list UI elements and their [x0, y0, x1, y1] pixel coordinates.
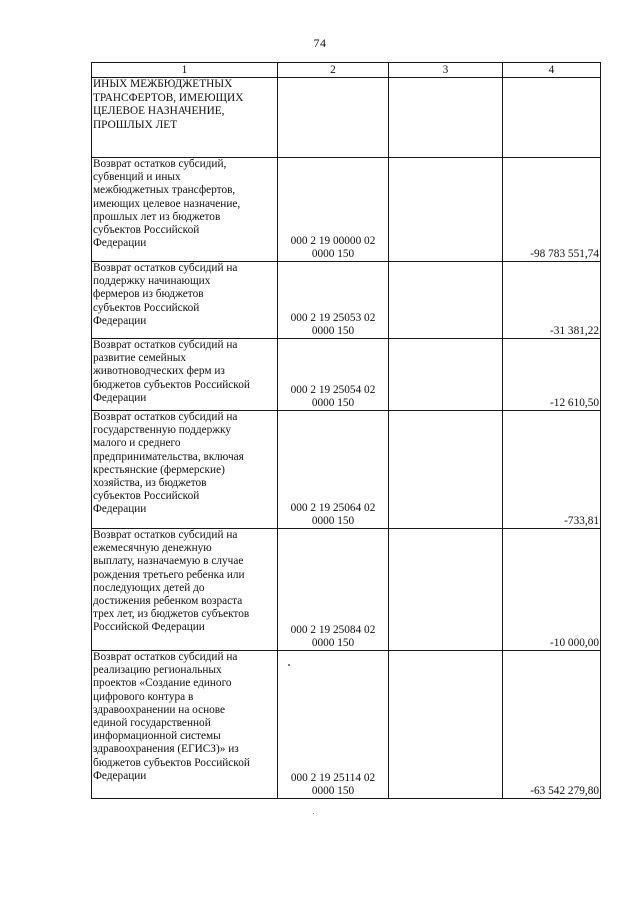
- scan-speck: [288, 664, 290, 666]
- row-amount: -733,81: [503, 411, 601, 529]
- row-col3: [389, 78, 503, 158]
- row-name: Возврат остатков субсидий на ежемесячную денежную выплату, назначаемую в случае рождения третьего ребенка или последующих детей до достижения ребенком возраста трех лет, из бюджетов субъектов Российской Федерации: [92, 529, 278, 651]
- row-code: 000 2 19 25084 02 0000 150: [278, 529, 389, 651]
- row-amount: -63 542 279,80: [503, 651, 601, 799]
- page-number: 74: [313, 36, 327, 50]
- row-amount: -98 783 551,74: [503, 158, 601, 262]
- row-code: 000 2 19 25054 02 0000 150: [278, 339, 389, 411]
- table-row: [92, 651, 601, 799]
- row-code: 000 2 19 00000 02 0000 150: [278, 158, 389, 262]
- row-name: Возврат остатков субсидий на реализацию региональных проектов «Создание единого цифрового контура в здравоохранении на основе единой государственной информационной системы здравоохранения (ЕГИСЗ)» из бюджетов субъектов Российской Федерации: [92, 651, 278, 799]
- column-header-2: 2: [278, 63, 389, 78]
- column-header-1: 1: [92, 63, 278, 78]
- row-name: Возврат остатков субсидий на государственную поддержку малого и среднего предпринимательства, включая крестьянские (фермерские) хозяйства, из бюджетов субъектов Российской Федерации: [92, 411, 278, 529]
- row-col3: [389, 529, 503, 651]
- row-amount: -12 610,50: [503, 339, 601, 411]
- column-header-4: 4: [503, 63, 601, 78]
- row-name: Возврат остатков субсидий на развитие семейных животноводческих ферм из бюджетов субъектов Российской Федерации: [92, 339, 278, 411]
- scan-speck: [313, 813, 314, 814]
- row-code: 000 2 19 25053 02 0000 150: [278, 262, 389, 339]
- budget-table: [91, 62, 601, 799]
- row-amount: -10 000,00: [503, 529, 601, 651]
- row-amount: [503, 78, 601, 158]
- row-col3: [389, 262, 503, 339]
- row-amount: -31 381,22: [503, 262, 601, 339]
- row-name: ИНЫХ МЕЖБЮДЖЕТНЫХ ТРАНСФЕРТОВ, ИМЕЮЩИХ ЦЕЛЕВОЕ НАЗНАЧЕНИЕ, ПРОШЛЫХ ЛЕТ: [92, 78, 278, 158]
- row-name: Возврат остатков субсидий на поддержку начинающих фермеров из бюджетов субъектов Российской Федерации: [92, 262, 278, 339]
- row-code: [278, 78, 389, 158]
- row-code: 000 2 19 25114 02 0000 150: [278, 651, 389, 799]
- row-code: 000 2 19 25064 02 0000 150: [278, 411, 389, 529]
- table-row: [92, 339, 601, 411]
- table-row: [92, 262, 601, 339]
- row-name: Возврат остатков субсидий, субвенций и иных межбюджетных трансфертов, имеющих целевое назначение, прошлых лет из бюджетов субъектов Российской Федерации: [92, 158, 278, 262]
- table-row: [92, 158, 601, 262]
- row-col3: [389, 651, 503, 799]
- table-row: [92, 78, 601, 158]
- table-row: [92, 411, 601, 529]
- row-col3: [389, 158, 503, 262]
- row-col3: [389, 339, 503, 411]
- row-col3: [389, 411, 503, 529]
- table-row: [92, 529, 601, 651]
- column-header-3: 3: [389, 63, 503, 78]
- table-header-row: [92, 63, 601, 78]
